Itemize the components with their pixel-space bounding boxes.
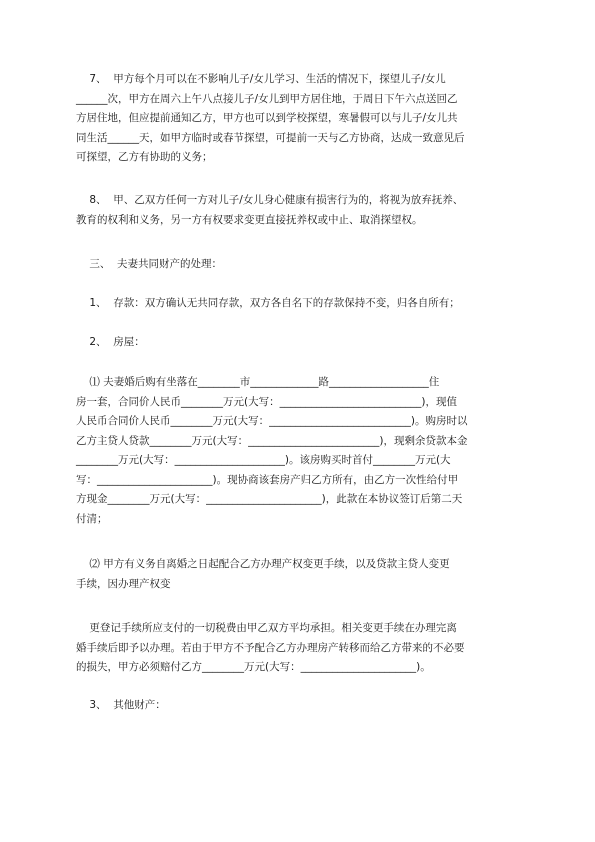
- paragraph-harm-clause: [76, 191, 531, 230]
- section-heading: [76, 255, 531, 275]
- text-line: 房一套，合同价人民币________万元(大写：___________________________)，现值: [76, 395, 457, 408]
- text-line: ⑵ 甲方有义务自离婚之日起配合乙方办理产权变更手续，以及贷款主贷人变更: [76, 558, 450, 570]
- text-line: 可探望，乙方有协助的义务；: [76, 151, 213, 163]
- text-line: 更登记手续所应支付的一切税费由甲乙双方平均承担。相关变更手续在办理完离: [76, 622, 457, 634]
- text-line: 方现金________万元(大写：______________________)，此款在本协议签订后第二天: [76, 493, 463, 505]
- paragraph-other-property: [76, 696, 531, 716]
- paragraph-house-clause-2-continued: [76, 619, 531, 678]
- text-line: 手续，因办理产权变: [76, 577, 171, 590]
- text-line: ________万元(大写：_____________________)。该房购买时首付________万元(大: [76, 454, 451, 466]
- text-line: 教育的权利和义务，另一方有权要求变更直接抚养权或中止、取消探望权。: [76, 213, 423, 226]
- paragraph-house-clause-2: [76, 555, 531, 594]
- text-line: 写：______________________)。现协商该套房产归乙方所有，由乙方一次性给付甲: [76, 473, 459, 486]
- paragraph-deposits: [76, 294, 531, 314]
- text-line: 乙方主贷人贷款________万元(大写：_________________________)，现剩余贷款本金: [76, 434, 468, 447]
- text-line: 8、 甲、乙双方任何一方对儿子/女儿身心健康有损害行为的，将视为放弃抚养、: [76, 194, 464, 206]
- text-line: 婚手续后即予以办理。若由于甲方不予配合乙方办理房产转移而给乙方带来的不必要: [76, 641, 465, 654]
- section-title: 三、 夫妻共同财产的处理：: [76, 258, 223, 270]
- text-line: 人民币合同价人民币________万元(大写：___________________________)。购房时以: [76, 415, 468, 427]
- text-line: 付清；: [76, 512, 108, 525]
- text-line: 2、 房屋：: [76, 336, 145, 348]
- text-line: ⑴ 夫妻婚后购有坐落在________市_____________路___________________住: [76, 376, 440, 388]
- text-line: 7、 甲方每个月可以在不影响儿子/女儿学习、生活的情况下，探望儿子/女儿: [76, 73, 446, 85]
- text-line: 1、 存款：双方确认无共同存款，双方各自名下的存款保持不变，归各自所有；: [76, 297, 460, 309]
- text-line: 同生活______天，如甲方临时或春节探望，可提前一天与乙方协商，达成一致意见后: [76, 131, 465, 144]
- paragraph-visitation: [76, 70, 531, 168]
- text-line: 3、 其他财产：: [76, 699, 166, 711]
- text-line: 方居住地，但应提前通知乙方，甲方也可以到学校探望，寒暑假可以与儿子/女儿共: [76, 112, 458, 124]
- text-line: ______次，甲方在周六上午八点接儿子/女儿到甲方居住地，于周日下午六点送回乙: [76, 92, 458, 105]
- paragraph-house-clause-1: [76, 373, 531, 529]
- text-line: 的损失，甲方必须赔付乙方________万元(大写：______________________)。: [76, 661, 431, 673]
- paragraph-house-heading: [76, 333, 531, 353]
